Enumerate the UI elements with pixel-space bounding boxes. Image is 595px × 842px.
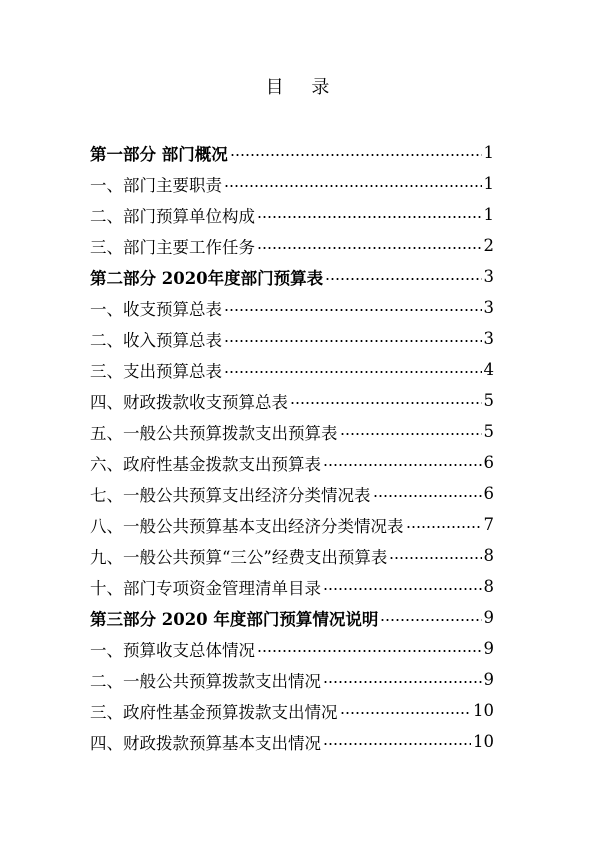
- toc-entry: [90, 509, 494, 540]
- entry-title: 一、部门主要职责: [90, 175, 222, 195]
- toc-entry: [90, 292, 494, 323]
- dot-leader: [230, 153, 482, 157]
- entry-title: 第一部分 部门概况: [90, 144, 228, 164]
- toc-entry: [90, 447, 494, 478]
- entry-title: 四、财政拨款收支预算总表: [90, 392, 288, 412]
- entry-title: 三、政府性基金预算拨款支出情况: [90, 702, 338, 722]
- dot-leader: [373, 494, 482, 498]
- page-number: 2: [483, 236, 494, 255]
- entry-title: 第二部分 2020年度部门预算表: [90, 268, 324, 288]
- page-number: 6: [483, 484, 494, 503]
- dot-leader: [389, 556, 481, 560]
- toc-entry: [90, 478, 494, 509]
- toc-entry: [90, 261, 494, 292]
- entry-title: 七、一般公共预算支出经济分类情况表: [90, 485, 371, 505]
- entry-title: 二、部门预算单位构成: [90, 206, 255, 226]
- dot-leader: [323, 742, 471, 746]
- page-number: 5: [483, 391, 494, 410]
- page-number: 5: [483, 422, 494, 441]
- entry-title: 二、收入预算总表: [90, 330, 222, 350]
- toc-entry: [90, 354, 494, 385]
- entry-title: 第三部分 2020 年度部门预算情况说明: [90, 609, 379, 629]
- entry-title: 九、一般公共预算“三公”经费支出预算表: [90, 547, 388, 567]
- toc-entry: [90, 168, 494, 199]
- entry-title: 三、部门主要工作任务: [90, 237, 255, 257]
- entry-title: 八、一般公共预算基本支出经济分类情况表: [90, 516, 404, 536]
- dot-leader: [325, 277, 481, 281]
- entry-title: 三、支出预算总表: [90, 361, 222, 381]
- entry-title: 五、一般公共预算拨款支出预算表: [90, 423, 338, 443]
- dot-leader: [224, 370, 482, 374]
- page-number: 7: [483, 515, 494, 534]
- toc-entry: [90, 633, 494, 664]
- page-number: 8: [483, 546, 494, 565]
- page-number: 9: [483, 639, 494, 658]
- dot-leader: [323, 680, 482, 684]
- dot-leader: [406, 525, 482, 529]
- table-of-contents: [90, 137, 494, 757]
- toc-entry: [90, 199, 494, 230]
- toc-entry: [90, 323, 494, 354]
- entry-title: 十、部门专项资金管理清单目录: [90, 578, 321, 598]
- page-number: 4: [483, 360, 494, 379]
- toc-entry: [90, 664, 494, 695]
- entry-title: 六、政府性基金拨款支出预算表: [90, 454, 321, 474]
- toc-entry: [90, 571, 494, 602]
- dot-leader: [323, 463, 482, 467]
- page-number: 3: [483, 298, 494, 317]
- toc-entry: [90, 137, 494, 168]
- dot-leader: [257, 246, 482, 250]
- page-number: 10: [473, 732, 494, 751]
- dot-leader: [340, 711, 472, 715]
- toc-entry: [90, 726, 494, 757]
- dot-leader: [224, 308, 482, 312]
- page-number: 8: [483, 577, 494, 596]
- toc-entry: [90, 602, 494, 633]
- entry-title: 一、收支预算总表: [90, 299, 222, 319]
- page-number: 3: [483, 329, 494, 348]
- page-number: 3: [483, 267, 494, 286]
- entry-title: 四、财政拨款预算基本支出情况: [90, 733, 321, 753]
- dot-leader: [224, 184, 482, 188]
- dot-leader: [224, 339, 482, 343]
- dot-leader: [257, 215, 482, 219]
- page-number: 1: [483, 143, 494, 162]
- page-number: 9: [483, 608, 494, 627]
- toc-entry: [90, 695, 494, 726]
- toc-entry: [90, 230, 494, 261]
- page-number: 1: [483, 205, 494, 224]
- dot-leader: [380, 618, 481, 622]
- dot-leader: [290, 401, 482, 405]
- toc-entry: [90, 540, 494, 571]
- entry-title: 一、预算收支总体情况: [90, 640, 255, 660]
- toc-title: 目 录: [265, 77, 330, 98]
- dot-leader: [323, 587, 482, 591]
- dot-leader: [257, 649, 482, 653]
- entry-title: 二、一般公共预算拨款支出情况: [90, 671, 321, 691]
- toc-entry: [90, 385, 494, 416]
- page-number: 10: [473, 701, 494, 720]
- page-number: 6: [483, 453, 494, 472]
- page-number: 9: [483, 670, 494, 689]
- page-number: 1: [483, 174, 494, 193]
- dot-leader: [340, 432, 482, 436]
- toc-entry: [90, 416, 494, 447]
